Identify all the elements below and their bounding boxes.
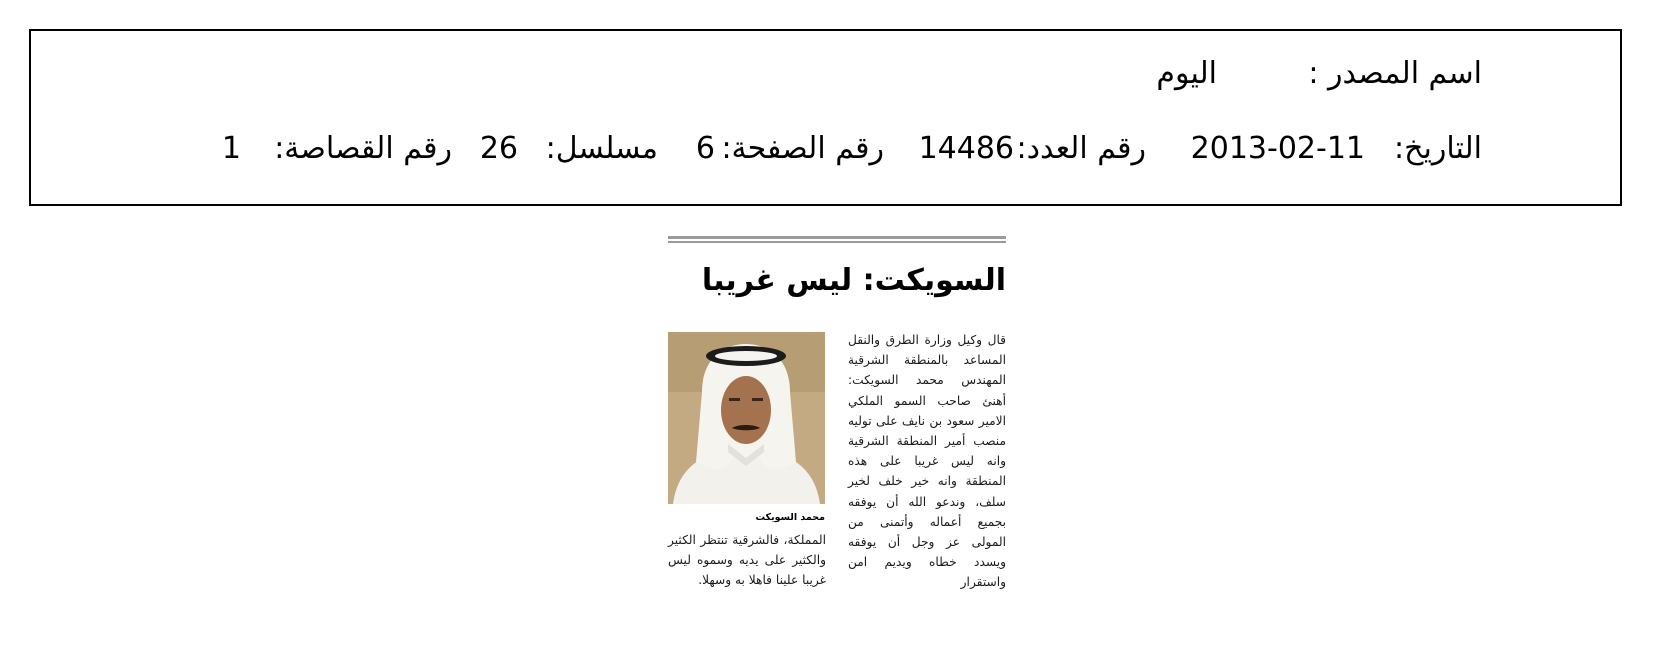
page-label: رقم الصفحة: — [721, 131, 884, 166]
issue-value: 14486 — [918, 131, 1014, 166]
article-headline: السويكت: ليس غريبا — [701, 263, 1006, 298]
serial-label: مسلسل: — [545, 131, 658, 166]
double-rule-divider — [668, 236, 1006, 243]
article-body-right-text: قال وكيل وزارة الطرق والنقل المساعد بالمنطقة الشرقية المهندس محمد السويكت: أهنئ صاحب السمو الملكي الامير سعود بن نايف على توليه منصب أمير المنطقة الشرقية وانه ليس غريبا على هذه المنطقة وانه خير خلف لخير سلف، وندعو الله أن يوفقه بجميع أعماله وأتمنى من المولى عز وجل أن يوفقه ويسدد خطاه ويديم امن واستقرار — [848, 333, 1006, 590]
clip-label: رقم القصاصة: — [274, 131, 452, 166]
source-label: اسم المصدر : — [1308, 56, 1482, 91]
clip-value: 1 — [221, 131, 241, 166]
issue-label: رقم العدد: — [1016, 131, 1146, 166]
portrait-image — [668, 332, 825, 504]
serial-value: 26 — [479, 131, 518, 166]
source-value: اليوم — [1156, 56, 1217, 91]
article-body-column-right — [848, 330, 1006, 593]
source-info-box — [29, 29, 1622, 206]
date-value: 2013-02-11 — [1190, 131, 1365, 166]
article-body-left-text: المملكة، فالشرقية تنتظر الكثير والكثير على يديه وسموه ليس غريبا علينا فاهلا به وسهلا. — [668, 533, 826, 588]
photo-caption: محمد السويكت — [755, 512, 825, 523]
portrait-photo — [668, 332, 825, 504]
date-label: التاريخ: — [1394, 131, 1482, 166]
page-value: 6 — [695, 131, 715, 166]
newspaper-clipping — [668, 236, 1006, 616]
article-body-column-left — [668, 530, 826, 591]
